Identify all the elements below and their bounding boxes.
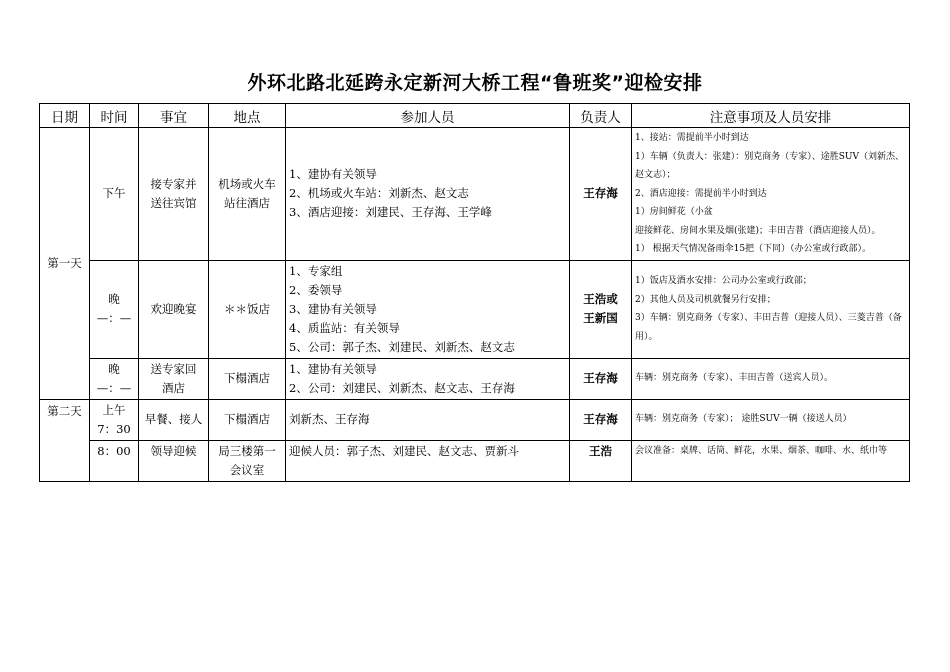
cell-line: 下午 bbox=[102, 186, 126, 201]
participants-cell bbox=[286, 440, 570, 481]
time-cell bbox=[90, 128, 139, 261]
notes-cell bbox=[632, 128, 910, 261]
table-row bbox=[40, 440, 910, 481]
cell-line: 4、质监站：有关领导 bbox=[289, 320, 400, 335]
participants-cell bbox=[286, 358, 570, 399]
cell-line: 送往宾馆 bbox=[150, 195, 197, 210]
cell-line: 8：00 bbox=[97, 443, 131, 458]
cell-line: —：— bbox=[96, 380, 132, 395]
place-cell bbox=[209, 440, 286, 481]
cell-line: 早餐、接人 bbox=[144, 412, 203, 426]
cell-line: 领导迎候 bbox=[150, 443, 197, 458]
cell-line: 局三楼第一 bbox=[218, 443, 276, 458]
day-label: 第二天 bbox=[40, 399, 90, 481]
place-cell bbox=[209, 260, 286, 358]
cell-line: 1、专家组 bbox=[289, 263, 343, 278]
event-cell bbox=[139, 399, 209, 440]
cell-line: 3）车辆：别克商务（专家）、丰田吉普（迎接人员）、三菱吉普（备用）。 bbox=[635, 313, 902, 342]
place-cell bbox=[209, 358, 286, 399]
cell-line: 1、建协有关领导 bbox=[289, 167, 377, 182]
cell-line: 2）其他人员及司机就餐另行安排； bbox=[635, 294, 776, 305]
notes-cell bbox=[632, 399, 910, 440]
event-cell bbox=[139, 128, 209, 261]
cell-line: 下榻酒店 bbox=[224, 412, 270, 426]
cell-line: 2、公司：刘建民、刘新杰、赵文志、王存海 bbox=[289, 380, 515, 395]
cell-line: 晚 bbox=[108, 361, 120, 376]
cell-line: 王浩或 bbox=[583, 292, 618, 306]
table-row bbox=[40, 260, 910, 358]
cell-line: 下榻酒店 bbox=[224, 371, 270, 385]
cell-line: 会议准备：桌牌、话筒、鲜花，水果、烟茶、咖啡、水、纸巾等 bbox=[635, 445, 888, 456]
time-cell bbox=[90, 260, 139, 358]
cell-line: 送专家回 bbox=[150, 361, 197, 376]
notes-cell bbox=[632, 440, 910, 481]
cell-line: 1）房间鲜花（小盆 bbox=[635, 207, 713, 217]
participants-cell bbox=[286, 399, 570, 440]
cell-line: 3、酒店迎接：刘建民、王存海、王学峰 bbox=[289, 205, 492, 220]
header-event: 事宜 bbox=[139, 104, 209, 128]
table-row bbox=[40, 358, 910, 399]
time-cell bbox=[90, 440, 139, 481]
place-cell bbox=[209, 128, 286, 261]
header-owner: 负责人 bbox=[570, 104, 632, 128]
cell-line: 接专家并 bbox=[150, 176, 197, 191]
cell-line: 1、建协有关领导 bbox=[289, 361, 377, 376]
cell-line: 王存海 bbox=[583, 371, 618, 385]
cell-line: 机场或火车 bbox=[218, 176, 276, 191]
cell-line: 2、委领导 bbox=[289, 282, 343, 297]
event-cell bbox=[139, 358, 209, 399]
cell-line: 欢迎晚宴 bbox=[150, 301, 197, 316]
header-date: 日期 bbox=[40, 104, 90, 128]
cell-line: 会议室 bbox=[229, 462, 265, 477]
schedule-table bbox=[39, 103, 910, 482]
cell-line: 王存海 bbox=[583, 186, 618, 201]
cell-line: 王存海 bbox=[583, 412, 618, 426]
header-time: 时间 bbox=[90, 104, 139, 128]
owner-cell bbox=[570, 128, 632, 261]
cell-line: 酒店 bbox=[162, 380, 185, 395]
event-cell bbox=[139, 260, 209, 358]
notes-cell bbox=[632, 358, 910, 399]
cell-line: —：— bbox=[96, 311, 132, 325]
cell-line: 迎接鲜花、房间水果及烟(张建)；丰田吉普（酒店迎接人员）。 bbox=[635, 225, 881, 236]
cell-line: 5、公司：郭子杰、刘建民、刘新杰、赵文志 bbox=[289, 339, 515, 354]
owner-cell bbox=[570, 260, 632, 358]
table-row bbox=[40, 128, 910, 261]
place-cell bbox=[209, 399, 286, 440]
cell-line: 王新国 bbox=[583, 311, 618, 325]
cell-line: 刘新杰、王存海 bbox=[289, 412, 370, 426]
document-title: 外环北路北延跨永定新河大桥工程“鲁班奖”迎检安排 bbox=[247, 72, 703, 94]
participants-cell bbox=[286, 128, 570, 261]
owner-cell bbox=[570, 440, 632, 481]
header-participants: 参加人员 bbox=[286, 104, 570, 128]
cell-line: 车辆：别克商务（专家）、丰田吉普（送宾人员）。 bbox=[635, 373, 834, 384]
cell-line: 1）饭店及酒水安排：公司办公室或行政部； bbox=[635, 276, 812, 286]
cell-line: 2、机场或火车站：刘新杰、赵文志 bbox=[289, 186, 469, 201]
participants-cell bbox=[286, 260, 570, 358]
cell-line: 站往酒店 bbox=[224, 195, 270, 210]
owner-cell bbox=[570, 399, 632, 440]
cell-line: 车辆：别克商务（专家）； 途胜SUV一辆（接送人员） bbox=[635, 414, 852, 425]
cell-line: 2、酒店迎接：需提前半小时到达 bbox=[635, 188, 767, 199]
cell-line: 3、建协有关领导 bbox=[289, 301, 377, 316]
cell-line: 1）车辆（负责人：张建）：别克商务（专家）、途胜SUV（刘新杰、赵文志）； bbox=[635, 151, 904, 180]
cell-line: 王浩 bbox=[589, 443, 612, 458]
header-place: 地点 bbox=[209, 104, 286, 128]
cell-line: 1） 根据天气情况备雨伞15把（下同）（办公室或行政部）。 bbox=[635, 244, 872, 254]
cell-line: 晚 bbox=[108, 292, 120, 306]
owner-cell bbox=[570, 358, 632, 399]
time-cell bbox=[90, 358, 139, 399]
header-notes: 注意事项及人员安排 bbox=[632, 104, 910, 128]
cell-line: 1、接站：需提前半小时到达 bbox=[635, 133, 749, 143]
cell-line: 7：30 bbox=[97, 421, 131, 436]
cell-line: 迎候人员：郭子杰、刘建民、赵文志、贾新斗 bbox=[289, 443, 519, 458]
event-cell bbox=[139, 440, 209, 481]
table-row bbox=[40, 399, 910, 440]
cell-line: ＊＊饭店 bbox=[224, 301, 270, 316]
day-label: 第一天 bbox=[40, 128, 90, 400]
time-cell bbox=[90, 399, 139, 440]
header-row bbox=[40, 104, 910, 128]
notes-cell bbox=[632, 260, 910, 358]
cell-line: 上午 bbox=[102, 402, 126, 417]
